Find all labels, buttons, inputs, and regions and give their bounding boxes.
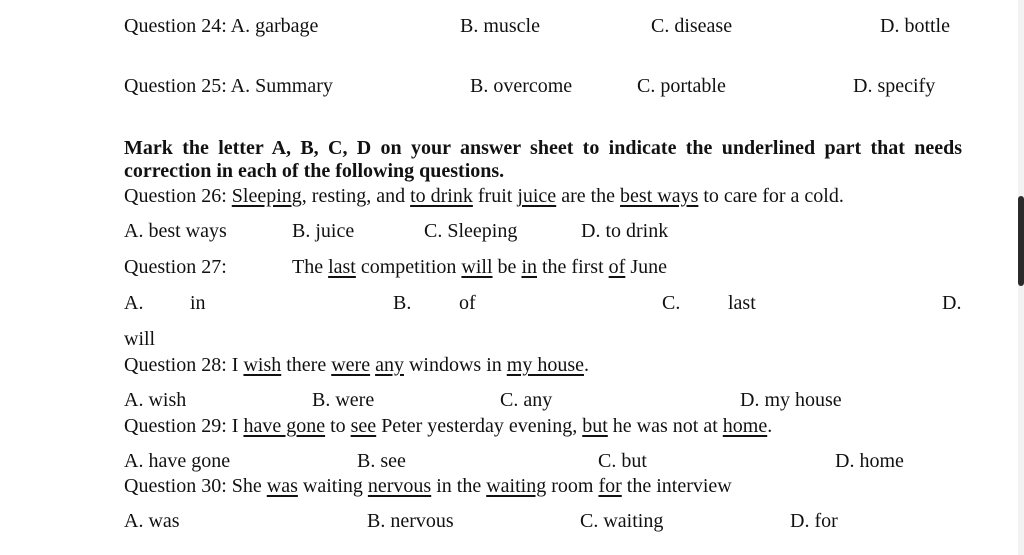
q26-underlined-part: best ways	[620, 185, 699, 207]
q30-underlined-part: waiting	[486, 475, 547, 497]
q30-text-part: Question 30: She	[124, 475, 267, 497]
q25-stem: Question 25: A. Summary	[124, 75, 333, 97]
q26-text-part: to care for a cold.	[698, 185, 844, 207]
q29-underlined-part: but	[582, 415, 608, 437]
q28-text-part: there	[281, 354, 332, 376]
q30-option-c: C. waiting	[580, 510, 664, 532]
q26-option-d: D. to drink	[581, 220, 669, 242]
q29-text-part: to	[325, 415, 351, 437]
scrollbar-track[interactable]	[1018, 0, 1024, 555]
q30-text-part: waiting	[297, 475, 368, 497]
q30-underlined-part: was	[266, 475, 298, 497]
q27-text-part: The	[292, 256, 329, 278]
q29-option-d: D. home	[835, 450, 904, 472]
q26-text-part: are the	[556, 185, 621, 207]
q29-text-part: Peter yesterday evening,	[376, 415, 583, 437]
q26-text-part: Question 26:	[124, 185, 232, 207]
q27-text-part: June	[625, 256, 667, 278]
q28-text-part: .	[583, 354, 589, 376]
q30-underlined-part: for	[598, 475, 622, 497]
q28-text-part: windows in	[403, 354, 507, 376]
q27-underlined-part: of	[608, 256, 626, 278]
q28-sentence	[124, 353, 589, 377]
q27-option-c-letter: C.	[662, 292, 681, 314]
q27-text-part: the first	[537, 256, 609, 278]
q26-underlined-part: to drink	[410, 185, 473, 207]
q28-option-c: C. any	[500, 389, 553, 411]
q30-underlined-part: nervous	[367, 475, 432, 497]
q30-sentence	[124, 474, 732, 498]
q29-option-a: A. have gone	[124, 450, 231, 472]
q27-option-d-letter: D.	[942, 292, 962, 314]
q26-text-part: , resting, and	[301, 185, 411, 207]
q28-underlined-part: wish	[243, 354, 282, 376]
q28-underlined-part: any	[375, 354, 404, 376]
q27-text-part: be	[492, 256, 522, 278]
q30-text-part: room	[546, 475, 599, 497]
q26-option-a: A. best ways	[124, 220, 227, 242]
q27-option-b-text: of	[459, 292, 476, 314]
q30-text-part: in the	[431, 475, 487, 497]
q24-stem: Question 24: A. garbage	[124, 15, 319, 37]
q27-underlined-part: will	[461, 256, 493, 278]
q27-underlined-part: in	[521, 256, 537, 278]
q25-option-d: D. specify	[853, 75, 936, 97]
q28-underlined-part: were	[331, 354, 371, 376]
q26-underlined-part: Sleeping	[231, 185, 302, 207]
q29-sentence	[124, 414, 772, 438]
q28-text-part: Question 28: I	[124, 354, 244, 376]
q27-option-a-letter: A.	[124, 292, 144, 314]
q25-option-c: C. portable	[637, 75, 726, 97]
q27-option-d-text: will	[124, 328, 156, 350]
q24-option-b: B. muscle	[460, 15, 540, 37]
q30-text-part: the interview	[621, 475, 732, 497]
q24-option-c: C. disease	[651, 15, 733, 37]
q29-underlined-part: home	[722, 415, 768, 437]
q29-text-part: Question 29: I	[124, 415, 244, 437]
q27-label: Question 27:	[124, 256, 227, 278]
q27-option-c-text: last	[728, 292, 756, 314]
q29-underlined-part: see	[350, 415, 377, 437]
q26-sentence	[124, 184, 844, 208]
q27-option-b-letter: B.	[393, 292, 412, 314]
q29-underlined-part: have gone	[243, 415, 326, 437]
q26-text-part: fruit	[472, 185, 518, 207]
q26-option-c: C. Sleeping	[424, 220, 518, 242]
q27-underlined-part: last	[328, 256, 356, 278]
q29-option-c: C. but	[598, 450, 647, 472]
q28-option-d: D. my house	[740, 389, 842, 411]
q30-option-d: D. for	[790, 510, 838, 532]
q28-option-b: B. were	[312, 389, 375, 411]
q30-option-b: B. nervous	[367, 510, 454, 532]
q28-option-a: A. wish	[124, 389, 187, 411]
q29-text-part: he was not at	[607, 415, 723, 437]
q30-option-a: A. was	[124, 510, 180, 532]
q29-option-b: B. see	[357, 450, 406, 472]
q28-underlined-part: my house	[506, 354, 584, 376]
scrollbar-thumb[interactable]	[1018, 196, 1024, 286]
q26-option-b: B. juice	[292, 220, 355, 242]
q27-text-part: competition	[355, 256, 462, 278]
q24-option-d: D. bottle	[880, 15, 950, 37]
q26-underlined-part: juice	[517, 185, 557, 207]
q29-text-part: .	[767, 415, 773, 437]
q27-sentence	[292, 255, 667, 279]
q27-option-a-text: in	[190, 292, 206, 314]
section-instruction: Mark the letter A, B, C, D on your answer sheet to indicate the underlined part that needs correction in each of the following questions.	[124, 137, 962, 182]
q25-option-b: B. overcome	[470, 75, 573, 97]
